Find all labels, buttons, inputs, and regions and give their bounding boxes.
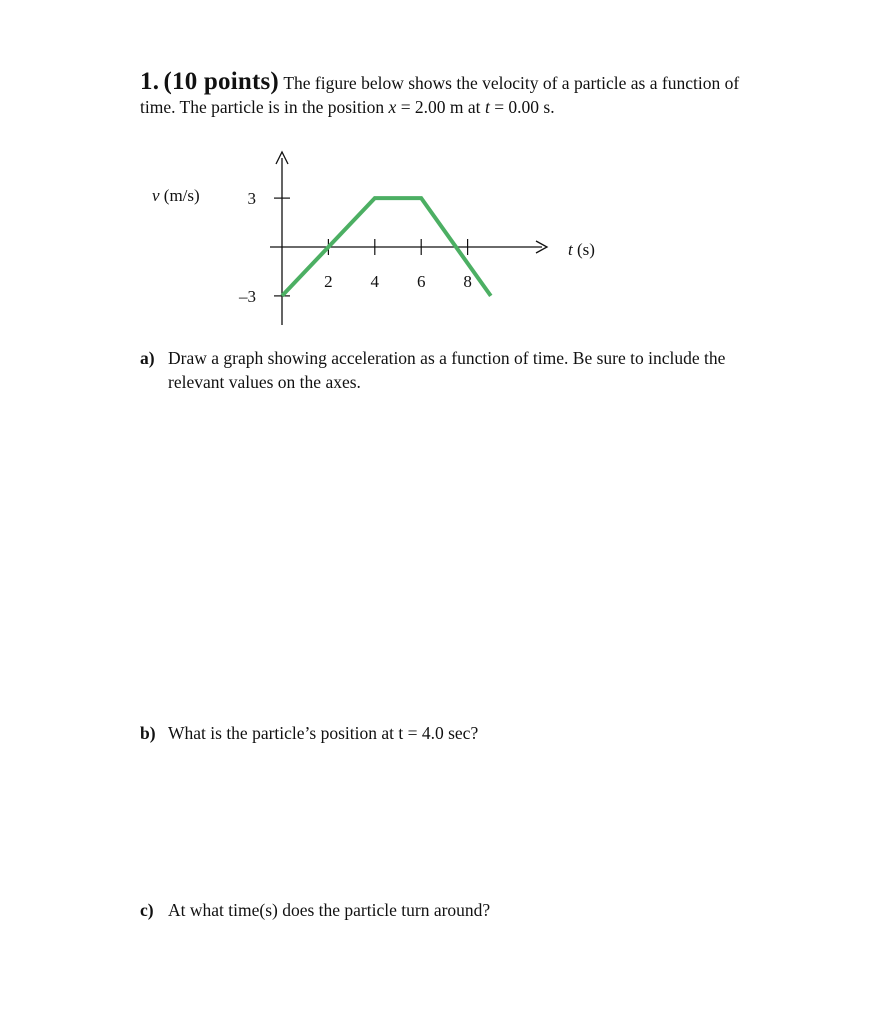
question-intro-line2: time. The particle is in the position x = 2.00 m at t = 0.00 s. — [140, 97, 555, 117]
x-tick-label-2: 2 — [324, 272, 333, 291]
part-a-label: a) — [140, 348, 155, 368]
part-b-text: What is the particle’s position at t = 4.0 sec? — [168, 723, 479, 743]
part-c — [140, 898, 490, 922]
part-c-text: At what time(s) does the particle turn around? — [168, 900, 491, 920]
part-a-text-line1: Draw a graph showing acceleration as a function of time. Be sure to include the — [168, 348, 726, 368]
x-tick-label-6: 6 — [416, 272, 426, 291]
part-a-text-line2: relevant values on the axes. — [168, 372, 361, 392]
velocity-time-graph — [0, 0, 894, 360]
part-c-label: c) — [140, 900, 154, 920]
y-axis-label: v (m/s) — [152, 186, 200, 205]
question-number: 1. — [140, 68, 160, 95]
part-b — [140, 721, 478, 745]
x-tick-label-4: 4 — [370, 272, 380, 291]
part-a — [140, 346, 820, 394]
question-intro-line1: The figure below shows the velocity of a particle as a function of — [283, 73, 740, 93]
var-x: x — [388, 97, 397, 117]
var-t: t — [484, 97, 490, 117]
question-points: (10 points) — [163, 68, 279, 95]
x-tick-label-8: 8 — [463, 272, 472, 291]
y-tick-label-3: 3 — [247, 189, 256, 209]
x-axis-label: t (s) — [568, 240, 595, 259]
y-tick-label--3: –3 — [239, 286, 256, 306]
part-b-label: b) — [140, 723, 156, 743]
